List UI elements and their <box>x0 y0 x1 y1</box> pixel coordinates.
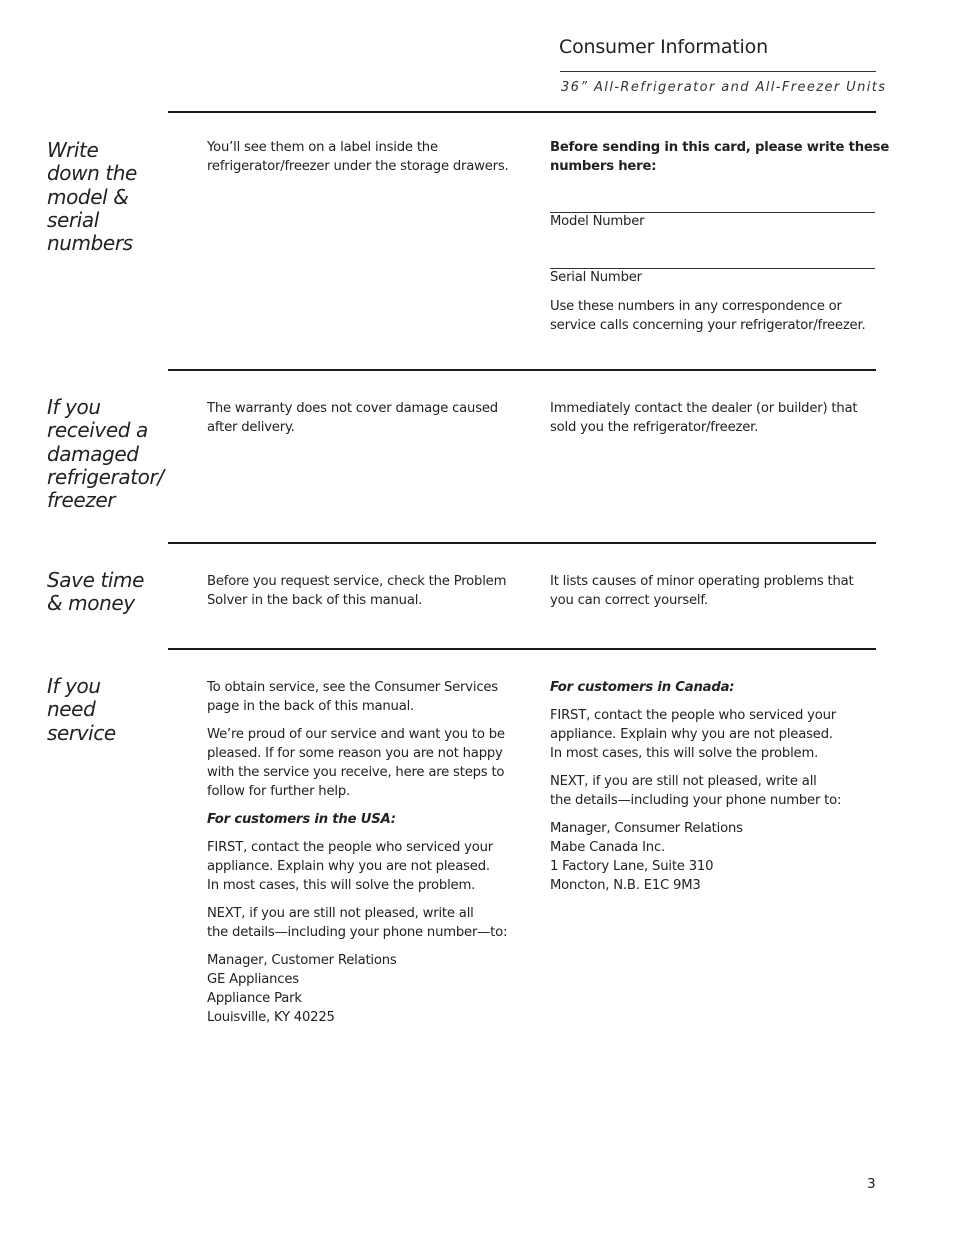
usa-customers-label: For customers in the USA: <box>207 812 396 827</box>
model-number-line[interactable] <box>550 212 875 213</box>
section-divider <box>168 369 876 371</box>
usa-first-step: FIRST, contact the people who serviced your appliance. Explain why you are not pleased. In most cases, this will solve the problem. <box>207 840 493 893</box>
section-divider <box>168 648 876 650</box>
service-proud: We’re proud of our service and want you to be pleased. If for some reason you are not happy with the service you receive, here are steps to follow for further help. <box>207 727 505 799</box>
contact-dealer-text: Immediately contact the dealer (or builder) that sold you the refrigerator/freezer. <box>550 401 858 435</box>
canada-next-step: NEXT, if you are still not pleased, write all the details—including your phone number to: <box>550 774 842 808</box>
section-heading-need-service: If you need service <box>47 674 116 745</box>
usa-next-step: NEXT, if you are still not pleased, write all the details—including your phone number—to: <box>207 906 508 940</box>
numbers-usage-note: Use these numbers in any correspondence or service calls concerning your refrigerator/freezer. <box>550 299 866 333</box>
section-heading-model-serial: Write down the model & serial numbers <box>47 138 137 256</box>
header-divider <box>560 71 876 72</box>
usa-address: Manager, Customer Relations GE Appliances Appliance Park Louisville, KY 40225 <box>207 953 397 1025</box>
section-divider <box>168 542 876 544</box>
canada-customers-label: For customers in Canada: <box>550 680 735 695</box>
problem-solver-text: Before you request service, check the Problem Solver in the back of this manual. <box>207 574 507 608</box>
usa-service-column <box>207 678 527 1036</box>
card-instruction-text: Before sending in this card, please write these numbers here: <box>550 140 890 174</box>
section-heading-save-time: Save time & money <box>47 568 145 616</box>
page-subtitle: 36” All-Refrigerator and All-Freezer Units <box>561 80 887 95</box>
page-title: Consumer Information <box>559 36 768 58</box>
page-number: 3 <box>867 1176 876 1192</box>
serial-number-label: Serial Number <box>550 270 642 285</box>
model-location-text: You’ll see them on a label inside the refrigerator/freezer under the storage drawers. <box>207 140 509 174</box>
serial-number-line[interactable] <box>550 268 875 269</box>
canada-address: Manager, Consumer Relations Mabe Canada Inc. 1 Factory Lane, Suite 310 Moncton, N.B. E1C 9M3 <box>550 821 743 893</box>
section-heading-damaged: If you received a damaged refrigerator/ freezer <box>47 395 164 513</box>
canada-first-step: FIRST, contact the people who serviced your appliance. Explain why you are not pleased. In most cases, this will solve the problem. <box>550 708 836 761</box>
section-divider <box>168 111 876 113</box>
warranty-damage-text: The warranty does not cover damage caused after delivery. <box>207 401 498 435</box>
minor-problems-text: It lists causes of minor operating problems that you can correct yourself. <box>550 574 854 608</box>
service-intro: To obtain service, see the Consumer Services page in the back of this manual. <box>207 680 498 714</box>
model-number-label: Model Number <box>550 214 645 229</box>
canada-service-column <box>550 678 880 904</box>
